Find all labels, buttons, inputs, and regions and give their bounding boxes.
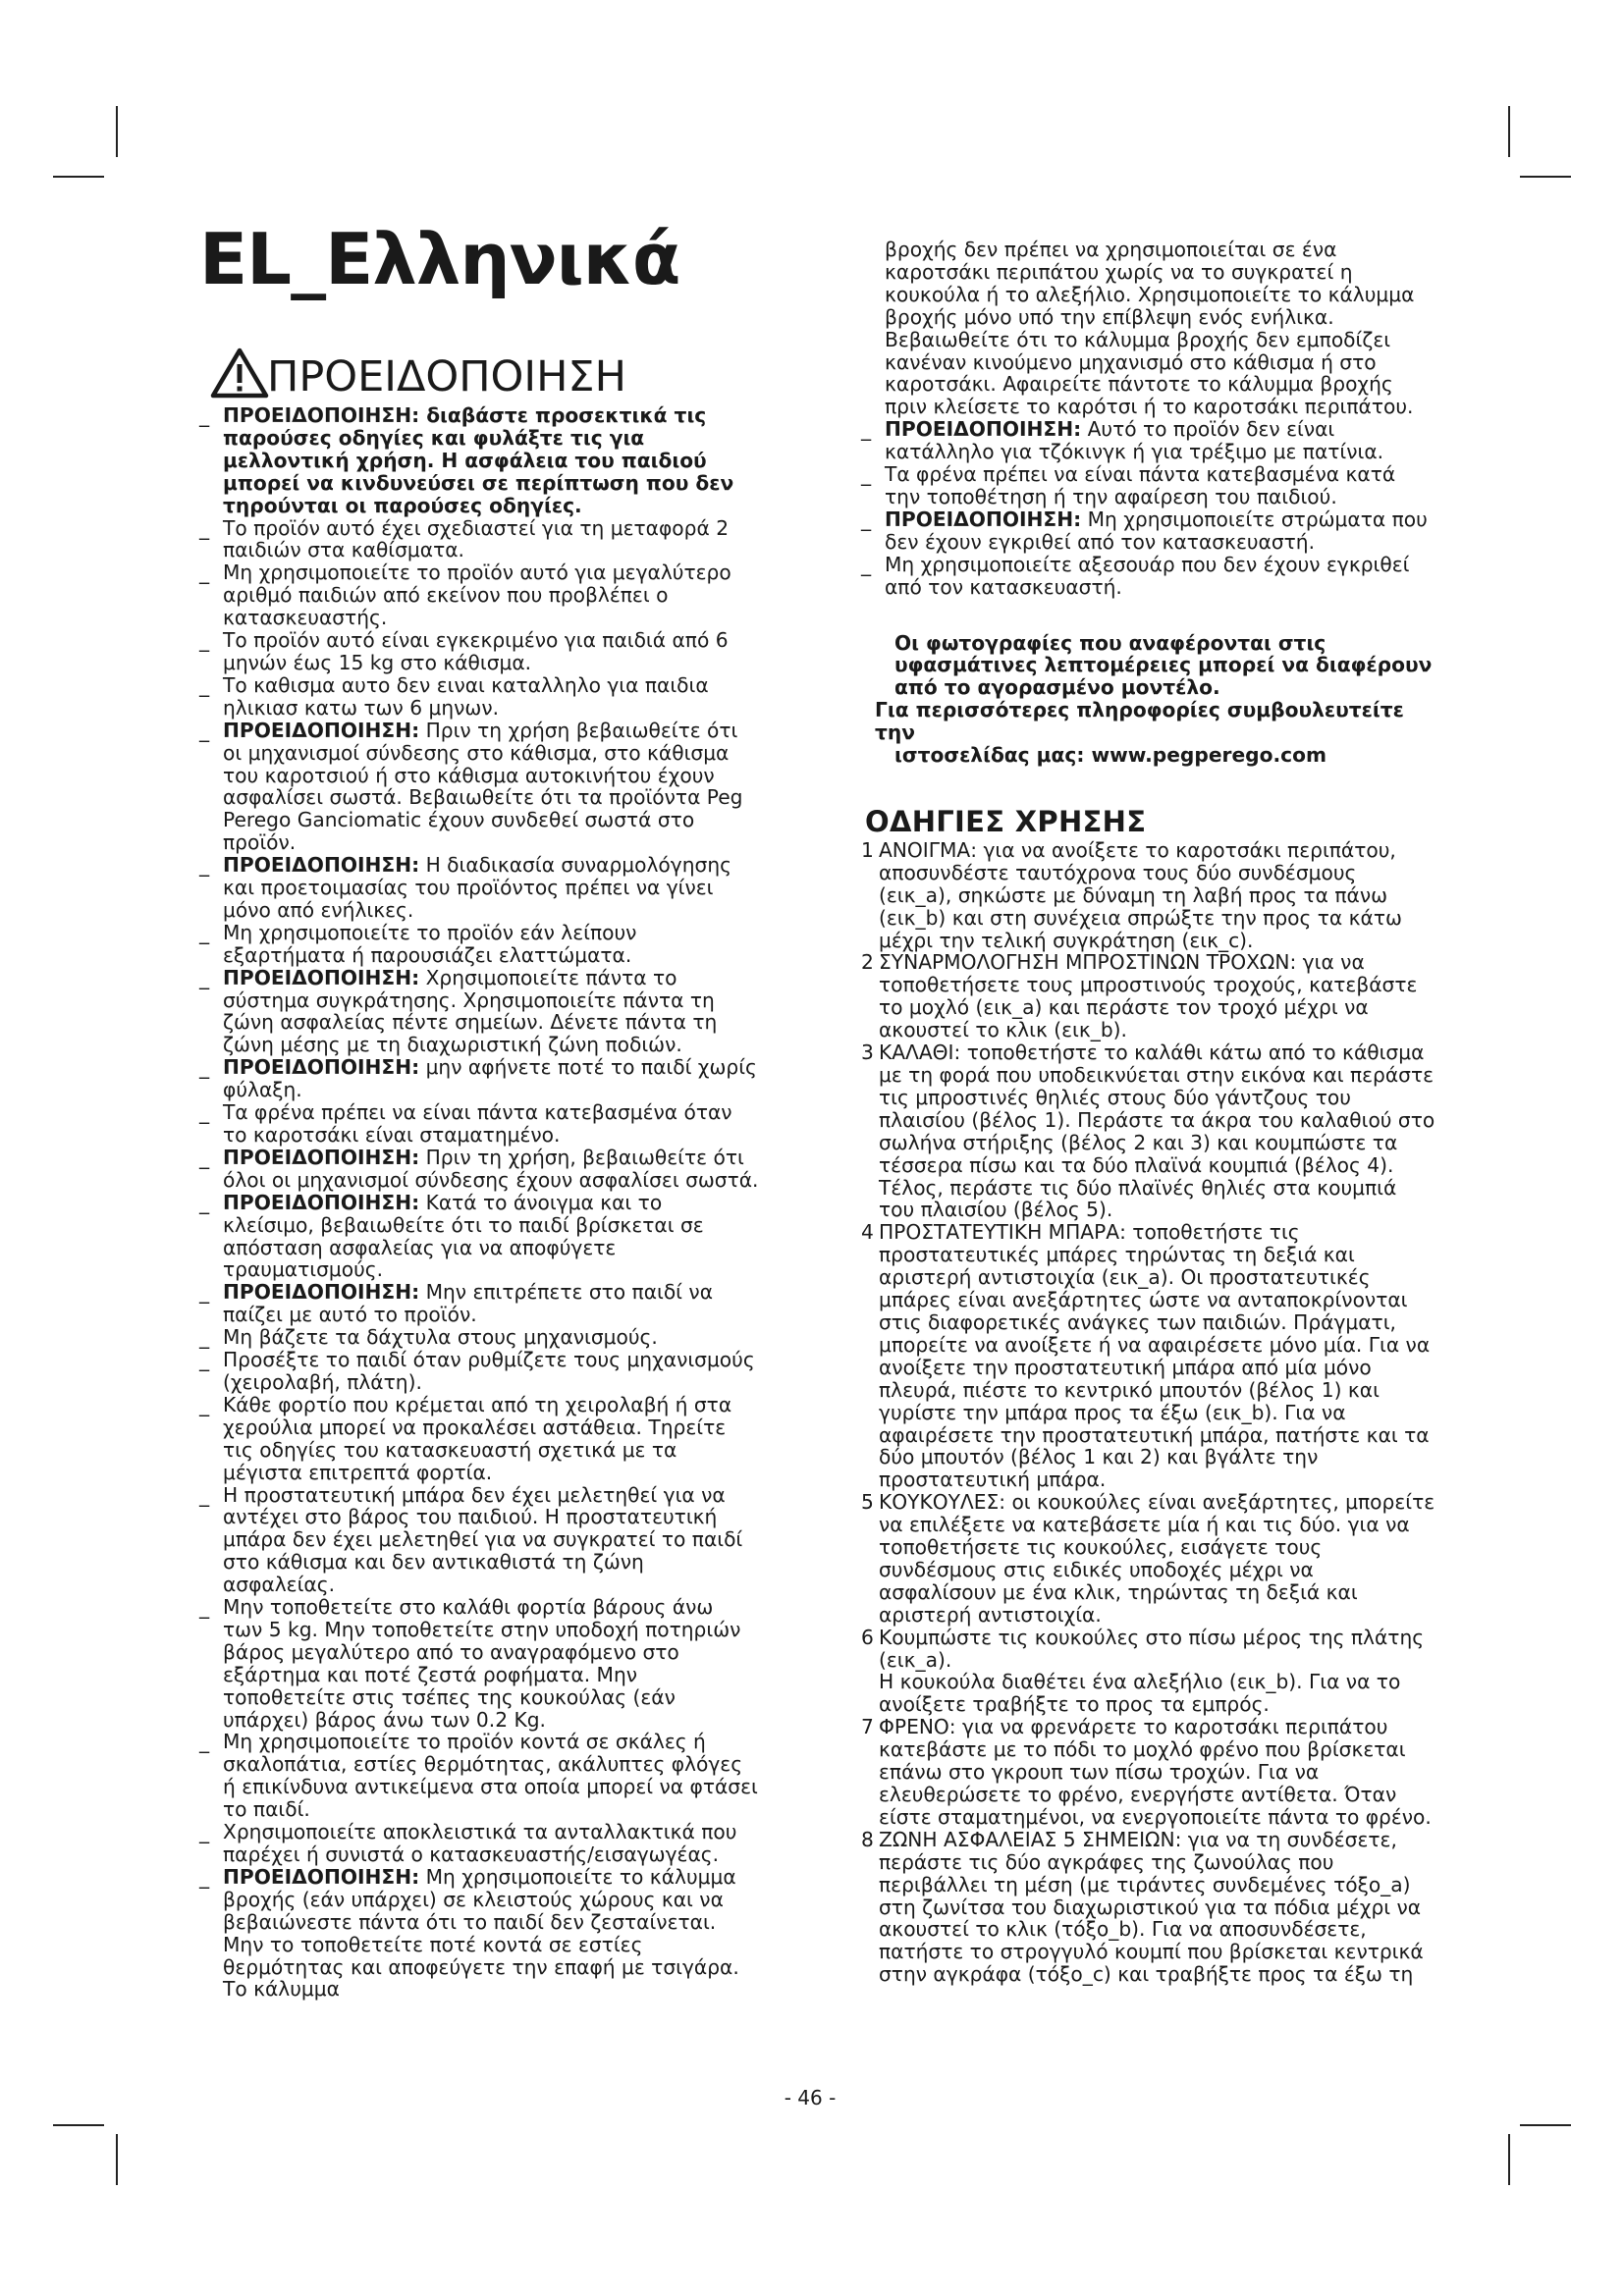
warning-item bbox=[199, 629, 759, 674]
step-number: 5 bbox=[861, 1490, 874, 1515]
step-text: Η κουκούλα διαθέτει ένα αλεξήλιο (εικ_b). Για να το ανοίξετε τραβήξτε το προς τα εμπρός. bbox=[879, 1670, 1401, 1717]
warning-item bbox=[199, 674, 759, 720]
crop-mark bbox=[1520, 2124, 1571, 2126]
warning-text: Μη χρησιμοποιείτε το κάλυμμα βροχής (εάν υπάρχει) σε κλειστούς χώρους και να βεβαιώνεστε πάντα ότι το παιδί δεν ζεσταίνεται. Μην το τοποθετείτε ποτέ κοντά σε εστίες θερμότητας και αποφεύγετε την επαφή με τσιγάρα. Το κάλυμμα bbox=[223, 1864, 739, 2002]
warning-label: ΠΡΟΕΙΔΟΠΟΙΗΣΗ: bbox=[223, 1145, 420, 1169]
warning-label: ΠΡΟΕΙΔΟΠΟΙΗΣΗ: διαβάστε προσεκτικά τις παρούσες οδηγίες και φυλάξτε τις για μελλοντική χρήση. Η ασφάλεια του παιδιού μπορεί να κινδυνεύσει σε περίπτωση που δεν τηρούνται οι παρούσες οδηγίες. bbox=[223, 403, 734, 517]
warning-text: Μη χρησιμοποιείτε στρώματα που δεν έχουν εγκριθεί από τον κατασκευαστή. bbox=[885, 507, 1428, 554]
warning-item bbox=[199, 854, 759, 922]
step-number: 8 bbox=[861, 1827, 874, 1851]
warning-item bbox=[861, 239, 1435, 418]
crop-mark bbox=[53, 176, 104, 178]
crop-mark bbox=[116, 106, 118, 157]
warning-text: Η διαδικασία συναρμολόγησης και προετοιμασίας του προϊόντος πρέπει να γίνει μόνο από ενήλικες. bbox=[223, 853, 731, 922]
step-text: ΑΝΟΙΓΜΑ: για να ανοίξετε το καροτσάκι περιπάτου, αποσυνδέστε ταυτόχρονα τους δύο συνδέσμους (εικ_a), σηκώστε με δύναμη τη λαβή προς τα πάνω (εικ_b) και στη συνέχεια σπρώξτε την προς τα κάτω μέχρι την τελική συγκράτηση (εικ_c). bbox=[879, 837, 1402, 952]
warning-triangle-icon bbox=[210, 347, 269, 399]
warning-label: ΠΡΟΕΙΔΟΠΟΙΗΣΗ: bbox=[223, 853, 420, 878]
crop-mark bbox=[53, 2124, 104, 2126]
warning-text: Το καθισμα αυτο δεν ειναι καταλληλο για παιδια ηλικιασ κατω των 6 μηνων. bbox=[223, 672, 709, 720]
note-line: Οι φωτογραφίες που αναφέρονται στις bbox=[894, 630, 1326, 655]
note-line: από το αγορασμένο μοντέλο. bbox=[894, 675, 1220, 700]
warning-label: ΠΡΟΕΙΔΟΠΟΙΗΣΗ: bbox=[223, 718, 420, 742]
warning-item bbox=[199, 1596, 759, 1731]
warning-text: Χρησιμοποιείτε αποκλειστικά τα ανταλλακτικά που παρέχει ή συνιστά ο κατασκευαστής/εισαγωγέας. bbox=[223, 1820, 737, 1866]
photo-note bbox=[861, 632, 1435, 767]
warning-item bbox=[199, 922, 759, 967]
right-column bbox=[861, 239, 1435, 1986]
warning-text: Χρησιμοποιείτε πάντα το σύστημα συγκράτησης. Χρησιμοποιείτε πάντα τη ζώνη ασφαλείας πέντε σημείων. Δένετε πάντα τη ζώνη μέσης με τη διαχωριστική ζώνη ποδιών. bbox=[223, 965, 718, 1057]
warning-item bbox=[199, 1147, 759, 1192]
instructions-heading: ΟΔΗΓΙΕΣ ΧΡΗΣΗΣ bbox=[865, 804, 1147, 838]
warning-item bbox=[199, 1731, 759, 1821]
warning-text: Μη βάζετε τα δάχτυλα στους μηχανισμούς. bbox=[223, 1325, 658, 1350]
warning-text: Μη χρησιμοποιείτε αξεσουάρ που δεν έχουν εγκριθεί από τον κατασκευαστή. bbox=[885, 552, 1410, 599]
warning-text: Πριν τη χρήση, βεβαιωθείτε ότι όλοι οι μηχανισμοί σύνδεσης έχουν ασφαλίσει σωστά. bbox=[223, 1145, 759, 1192]
warning-text: Μην επιτρέπετε στο παιδί να παίζει με αυτό το προϊόν. bbox=[223, 1280, 714, 1327]
warning-text: Το προϊόν αυτό έχει σχεδιαστεί για τη μεταφορά 2 παιδιών στα καθίσματα. bbox=[223, 515, 730, 562]
warning-text: Αυτό το προϊόν δεν είναι κατάλληλο για τζόκινγκ ή για τρέξιμο με πατίνια. bbox=[885, 417, 1384, 464]
warning-text: Μη χρησιμοποιείτε το προϊόν κοντά σε σκάλες ή σκαλοπάτια, εστίες θερμότητας, ακάλυπτες φλόγες ή επικίνδυνα αντικείμενα στα οποία μπορεί να φτάσει το παιδί. bbox=[223, 1730, 758, 1822]
warning-label: ΠΡΟΕΙΔΟΠΟΙΗΣΗ: bbox=[223, 1864, 420, 1889]
warning-item bbox=[199, 1192, 759, 1282]
warning-text: Το προϊόν αυτό είναι εγκεκριμένο για παιδιά από 6 μηνών έως 15 kg στο κάθισμα. bbox=[223, 628, 729, 674]
warning-item bbox=[199, 517, 759, 562]
warning-label: ΠΡΟΕΙΔΟΠΟΙΗΣΗ: bbox=[885, 417, 1082, 442]
step-text: ΖΩΝΗ ΑΣΦΑΛΕΙΑΣ 5 ΣΗΜΕΙΩΝ: για να τη συνδέσετε, περάστε τις δύο αγκράφες της ζωνούλας που περιβάλλει τη μέση (με τιράντες συνδεμένες τόξο_a) στη ζωνίτσα του διαχωριστικού για τα πόδια μέχρι να ακουστεί το κλικ (τόξο_b). Για να αποσυνδέσετε, πατήστε το στρογγυλό κουμπί που βρίσκεται κεντρικά στην αγκράφα (τόξο_c) και τραβήξτε προς τα έξω τη bbox=[879, 1827, 1424, 1987]
instruction-step bbox=[861, 839, 1435, 952]
warning-text: Μη χρησιμοποιείτε το προϊόν εάν λείπουν εξαρτήματα ή παρουσιάζει ελαττώματα. bbox=[223, 920, 637, 967]
warning-item bbox=[861, 554, 1435, 599]
warning-label: ΠΡΟΕΙΔΟΠΟΙΗΣΗ: bbox=[223, 1280, 420, 1305]
warning-item bbox=[199, 967, 759, 1057]
warning-item bbox=[861, 418, 1435, 463]
instruction-step bbox=[861, 1627, 1435, 1717]
warning-label: ΠΡΟΕΙΔΟΠΟΙΗΣΗ: bbox=[223, 1055, 420, 1080]
warning-text: Τα φρένα πρέπει να είναι πάντα κατεβασμένα όταν το καροτσάκι είναι σταματημένο. bbox=[223, 1100, 732, 1147]
warning-heading bbox=[210, 340, 626, 399]
crop-mark bbox=[1508, 106, 1510, 157]
left-column bbox=[199, 404, 759, 2001]
warning-label: ΠΡΟΕΙΔΟΠΟΙΗΣΗ: bbox=[223, 1190, 420, 1214]
warning-item bbox=[199, 1326, 759, 1349]
step-number: 3 bbox=[861, 1041, 874, 1065]
warning-heading-text: ΠΡΟΕΙΔΟΠΟΙΗΣΗ bbox=[267, 352, 626, 401]
warning-item bbox=[861, 463, 1435, 508]
step-text: ΣΥΝΑΡΜΟΛΟΓΗΣΗ ΜΠΡΟΣΤΙΝΩΝ ΤΡΟΧΩΝ: για να τοποθετήσετε τους μπροστινούς τροχούς, κατεβάστε το μοχλό (εικ_a) και περάστε τον τροχό μέχρι να ακουστεί το κλικ (εικ_b). bbox=[879, 950, 1418, 1042]
step-number: 7 bbox=[861, 1715, 874, 1739]
step-text: ΚΟΥΚΟΥΛΕΣ: οι κουκούλες είναι ανεξάρτητες, μπορείτε να επιλέξετε να κατεβάσετε μία ή και τις δύο. για να τοποθετήσετε τις κουκούλες, εισάγετε τους συνδέσμους στις ειδικές υποδοχές μέχρι να ασφαλίσουν με ένα κλικ, τηρώντας τη δεξιά και αριστερή αντιστοιχία. bbox=[879, 1490, 1435, 1627]
warning-text: Η προστατευτική μπάρα δεν έχει μελετηθεί για να αντέχει στο βάρος του παιδιού. Η προστατευτική μπάρα δεν έχει μελετηθεί για να συγκρατεί το παιδί στο κάθισμα και δεν αντικαθιστά τη ζώνη ασφαλείας. bbox=[223, 1482, 743, 1597]
warning-text: Κάθε φορτίο που κρέμεται από τη χειρολαβή ή στα χερούλια μπορεί να προκαλέσει αστάθεια. Τηρείτε τις οδηγίες του κατασκευαστή σχετικά με τα μέγιστα επιτρεπτά φορτία. bbox=[223, 1392, 732, 1484]
instruction-step bbox=[861, 1221, 1435, 1491]
instruction-step bbox=[861, 951, 1435, 1041]
note-line: ιστοσελίδας μας: www.pegperego.com bbox=[894, 743, 1327, 768]
step-text: Κουμπώστε τις κουκούλες στο πίσω μέρος της πλάτης (εικ_a). bbox=[879, 1625, 1425, 1672]
warning-item bbox=[199, 1821, 759, 1866]
warning-item bbox=[199, 1281, 759, 1326]
crop-mark bbox=[1508, 2134, 1510, 2185]
warning-item bbox=[199, 1866, 759, 2001]
warning-item bbox=[199, 404, 759, 517]
page-title: EL_Ελληνικά bbox=[199, 218, 680, 300]
crop-mark bbox=[1520, 176, 1571, 178]
instructions-list bbox=[861, 839, 1435, 1986]
instruction-step bbox=[861, 1041, 1435, 1221]
step-number: 6 bbox=[861, 1625, 874, 1649]
warning-label: ΠΡΟΕΙΔΟΠΟΙΗΣΗ: bbox=[885, 507, 1082, 531]
warning-item bbox=[199, 720, 759, 854]
step-number: 1 bbox=[861, 837, 874, 862]
step-text: ΦΡΕΝΟ: για να φρενάρετε το καροτσάκι περιπάτου κατεβάστε με το πόδι το μοχλό φρένο που βρίσκεται επάνω στο γκρουπ των πίσω τροχών. Για να ελευθερώσετε το φρένο, ενεργήστε αντίθετα. Όταν είστε σταματημένοι, να ενεργοποιείτε πάντα το φρένο. bbox=[879, 1715, 1432, 1829]
page-number: - 46 - bbox=[784, 2086, 837, 2109]
warning-text: Τα φρένα πρέπει να είναι πάντα κατεβασμένα κατά την τοποθέτηση ή την αφαίρεση του παιδιού. bbox=[885, 462, 1396, 508]
warning-text: Κατά το άνοιγμα και το κλείσιμο, βεβαιωθείτε ότι το παιδί βρίσκεται σε απόσταση ασφαλείας για να αποφύγετε τραυματισμούς. bbox=[223, 1190, 704, 1282]
note-line: υφασμάτινες λεπτομέρειες μπορεί να διαφέρουν bbox=[894, 653, 1433, 677]
instruction-step bbox=[861, 1716, 1435, 1829]
step-number: 4 bbox=[861, 1220, 874, 1245]
step-text: ΠΡΟΣΤΑΤΕΥΤΙΚΗ ΜΠΑΡΑ: τοποθετήστε τις προστατευτικές μπάρες τηρώντας τη δεξιά και αριστερή αντιστοιχία (εικ_a). Οι προστατευτικές μπάρες είναι ανεξάρτητες ώστε να ανταποκρίνονται στις διαφορετικές ανάγκες των παιδιών. Πράγματι, μπορείτε να ανοίξετε ή να αφαιρέσετε μόνο μία. Για να ανοίξετε την προστατευτική μπάρα από μία μόνο πλευρά, πιέστε το κεντρικό μπουτόν (βέλος 1) και γυρίστε την μπάρα προς τα έξω (εικ_b). Για να αφαιρέσετε την προστατευτική μπάρα, πατήστε και τα δύο μπουτόν (βέλος 1 και 2) και βγάλτε την προστατευτική μπάρα. bbox=[879, 1220, 1431, 1492]
warning-text: Πριν τη χρήση βεβαιωθείτε ότι οι μηχανισμοί σύνδεσης στο κάθισμα, στο κάθισμα του καροτσιού ή στο κάθισμα αυτοκινήτου έχουν ασφαλίσει σωστά. Βεβαιωθείτε ότι τα προϊόντα Peg Perego Ganciomatic έχουν συνδεθεί σωστά στο προϊόν. bbox=[223, 718, 743, 855]
warning-item bbox=[199, 561, 759, 629]
step-text: ΚΑΛΑΘΙ: τοποθετήστε το καλάθι κάτω από το κάθισμα με τη φορά που υποδεικνύεται στην εικόνα και περάστε τις μπροστινές θηλιές στους δύο γάντζους του πλαισίου (βέλος 1). Περάστε τα άκρα του καλαθιού στο σωλήνα στήριξης (βέλος 2 και 3) και κουμπώστε τα τέσσερα πίσω και τα δύο πλαϊνά κουμπιά (βέλος 4). Τέλος, περάστε τις δύο πλαϊνές θηλιές στα κουμπιά του πλαισίου (βέλος 5). bbox=[879, 1041, 1435, 1222]
warning-text: Μην τοποθετείτε στο καλάθι φορτία βάρους άνω των 5 kg. Μην τοποθετείτε στην υποδοχή ποτηριών βάρος μεγαλύτερο από το αναγραφόμενο στο εξάρτημα και ποτέ ζεστά ροφήματα. Μην τοποθετείτε στις τσέπες της κουκούλας (εάν υπάρχει) βάρος άνω των 0.2 Kg. bbox=[223, 1595, 741, 1732]
warning-text: μην αφήνετε ποτέ το παιδί χωρίς φύλαξη. bbox=[223, 1055, 757, 1102]
note-line: Για περισσότερες πληροφορίες συμβουλευτείτε την bbox=[875, 698, 1404, 745]
warning-item bbox=[199, 1056, 759, 1101]
warning-label: ΠΡΟΕΙΔΟΠΟΙΗΣΗ: bbox=[223, 965, 420, 989]
warning-item bbox=[199, 1394, 759, 1484]
warning-text: βροχής δεν πρέπει να χρησιμοποιείται σε ένα καροτσάκι περιπάτου χωρίς να το συγκρατεί η κουκούλα ή το αλεξήλιο. Χρησιμοποιείτε το κάλυμμα βροχής μόνο υπό την επίβλεψη ενός ενήλικα. Βεβαιωθείτε ότι το κάλυμμα βροχής δεν εμποδίζει κανέναν κινούμενο μηχανισμό στο κάθισμα ή στο καροτσάκι. Αφαιρείτε πάντοτε το κάλυμμα βροχής πριν κλείσετε το καρότσι ή το καροτσάκι περιπάτου. bbox=[885, 238, 1415, 419]
warning-text: Προσέξτε το παιδί όταν ρυθμίζετε τους μηχανισμούς (χειρολαβή, πλάτη). bbox=[223, 1348, 755, 1394]
warning-item bbox=[199, 1484, 759, 1597]
warning-text: Μη χρησιμοποιείτε το προϊόν αυτό για μεγαλύτερο αριθμό παιδιών από εκείνον που προβλέπει ο κατασκευαστής. bbox=[223, 561, 731, 630]
instruction-step bbox=[861, 1829, 1435, 1986]
right-warnings bbox=[861, 239, 1435, 599]
warning-item bbox=[199, 1101, 759, 1147]
instruction-step bbox=[861, 1491, 1435, 1626]
warning-item bbox=[861, 508, 1435, 554]
crop-mark bbox=[116, 2134, 118, 2185]
warning-item bbox=[199, 1349, 759, 1394]
step-number: 2 bbox=[861, 950, 874, 975]
